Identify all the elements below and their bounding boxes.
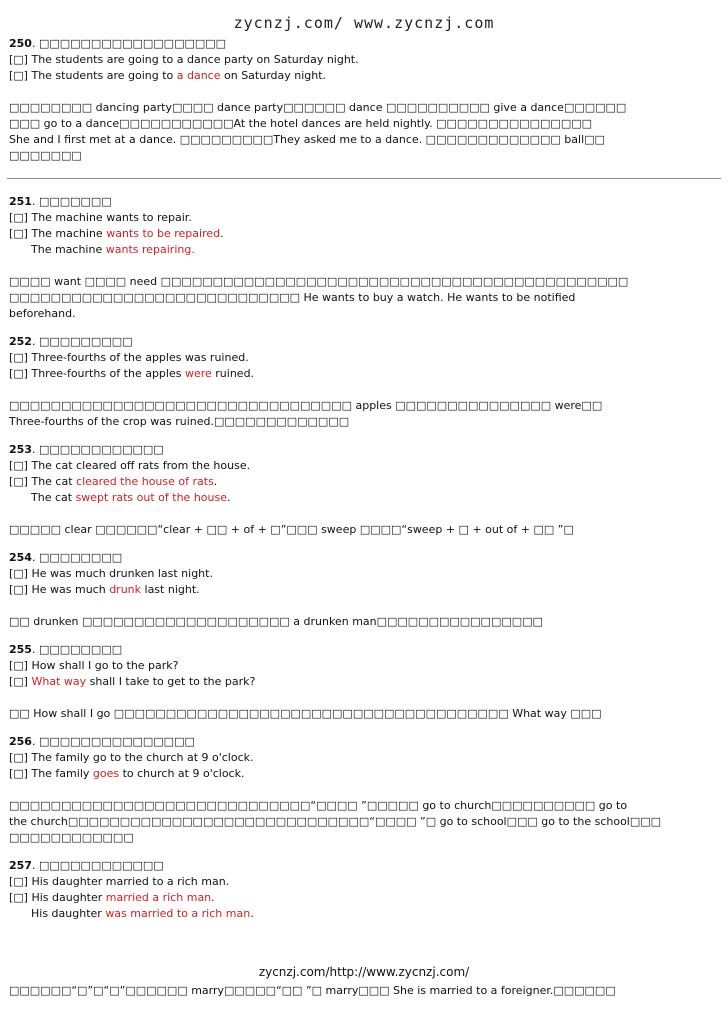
- item-254-title: 254. □□□□□□□□: [9, 551, 123, 564]
- item-255-explanation: □□ How shall I go □□□□□□□□□□□□□□□□□□□□□□□□□□□□□□□□□□□□□□ What way □□□: [9, 707, 602, 720]
- item-253-explanation: □□□□□ clear □□□□□□“clear + □□ + of + □”□□□ sweep □□□□“sweep + □ + out of + □□ ”□: [9, 523, 574, 536]
- item-251-explanation: □□□□ want □□□□ need □□□□□□□□□□□□□□□□□□□□□□□□□□□□□□□□□□□□□□□□□□□□□ □□□□□□□□□□□□□□□□□□□□□□□□□□□□ He wants to buy a watch. He wants to be notified beforehand.: [9, 275, 629, 320]
- item-256-explanation: □□□□□□□□□□□□□□□□□□□□□□□□□□□□□“□□□□ ”□□□□□ go to church□□□□□□□□□□ go to the church□□□□□□□□□□□□□□□□□□□□□□□□□□□□□“□□□□ ”□ go to school□□□ go to the school□□□ □□□□□□□□□□□□: [9, 799, 662, 844]
- item-254-wrong: [□] He was much drunken last night.: [9, 567, 213, 580]
- page-header: zycnzj.com/ www.zycnzj.com: [233, 14, 495, 32]
- item-251-right: [□] The machine wants to be repaired.: [9, 227, 224, 240]
- item-252-right: [□] Three-fourths of the apples were ruined.: [9, 367, 255, 380]
- item-253-title: 253. □□□□□□□□□□□□: [9, 443, 164, 456]
- item-252-wrong: [□] Three-fourths of the apples was ruined.: [9, 351, 249, 364]
- item-257-alt: His daughter was married to a rich man.: [31, 907, 254, 920]
- item-250-right: [□] The students are going to a dance on Saturday night.: [9, 69, 327, 82]
- item-256-wrong: [□] The family go to the church at 9 o'clock.: [9, 751, 254, 764]
- item-255-right: [□] What way shall I take to get to the park?: [9, 675, 256, 688]
- item-257-explanation: □□□□□□“□”□“□”□□□□□□ marry□□□□□“□□ ”□ marry□□□ She is married to a foreigner.□□□□□□: [9, 984, 616, 997]
- item-250-wrong: [□] The students are going to a dance party on Saturday night.: [9, 53, 359, 66]
- item-252-explanation: □□□□□□□□□□□□□□□□□□□□□□□□□□□□□□□□□ apples □□□□□□□□□□□□□□□ were□□ Three-fourths of the crop was ruined.□□□□□□□□□□□□□: [9, 399, 603, 428]
- item-253-right: [□] The cat cleared the house of rats.: [9, 475, 218, 488]
- item-256-title: 256. □□□□□□□□□□□□□□□: [9, 735, 195, 748]
- item-251-title: 251. □□□□□□□: [9, 195, 112, 208]
- item-254-explanation: □□ drunken □□□□□□□□□□□□□□□□□□□□ a drunken man□□□□□□□□□□□□□□□□: [9, 615, 543, 628]
- item-251-wrong: [□] The machine wants to repair.: [9, 211, 192, 224]
- item-253-wrong: [□] The cat cleared off rats from the house.: [9, 459, 251, 472]
- item-250-explanation: □□□□□□□□ dancing party□□□□ dance party□□□□□□ dance □□□□□□□□□□ give a dance□□□□□□ □□□ go to a dance□□□□□□□□□□□At the hotel dances are held nightly. □□□□□□□□□□□□□□□ She and I first met at a dance. □□□□□□□□□They asked me to a dance. □□□□□□□□□□□□□ ball□□ □□□□□□□: [9, 101, 627, 162]
- item-250-title: 250. □□□□□□□□□□□□□□□□□□: [9, 37, 227, 50]
- item-253-alt: The cat swept rats out of the house.: [31, 491, 231, 504]
- section-divider: [7, 178, 721, 179]
- item-254-right: [□] He was much drunk last night.: [9, 583, 200, 596]
- item-256-right: [□] The family goes to church at 9 o'clock.: [9, 767, 245, 780]
- item-257-title: 257. □□□□□□□□□□□□: [9, 859, 164, 872]
- item-255-wrong: [□] How shall I go to the park?: [9, 659, 179, 672]
- page-footer: zycnzj.com/http://www.zycnzj.com/: [258, 965, 470, 979]
- item-257-right: [□] His daughter married a rich man.: [9, 891, 215, 904]
- item-251-alt: The machine wants repairing.: [31, 243, 195, 256]
- item-257-wrong: [□] His daughter married to a rich man.: [9, 875, 230, 888]
- item-252-title: 252. □□□□□□□□□: [9, 335, 133, 348]
- item-255-title: 255. □□□□□□□□: [9, 643, 123, 656]
- document-body: [9, 36, 721, 922]
